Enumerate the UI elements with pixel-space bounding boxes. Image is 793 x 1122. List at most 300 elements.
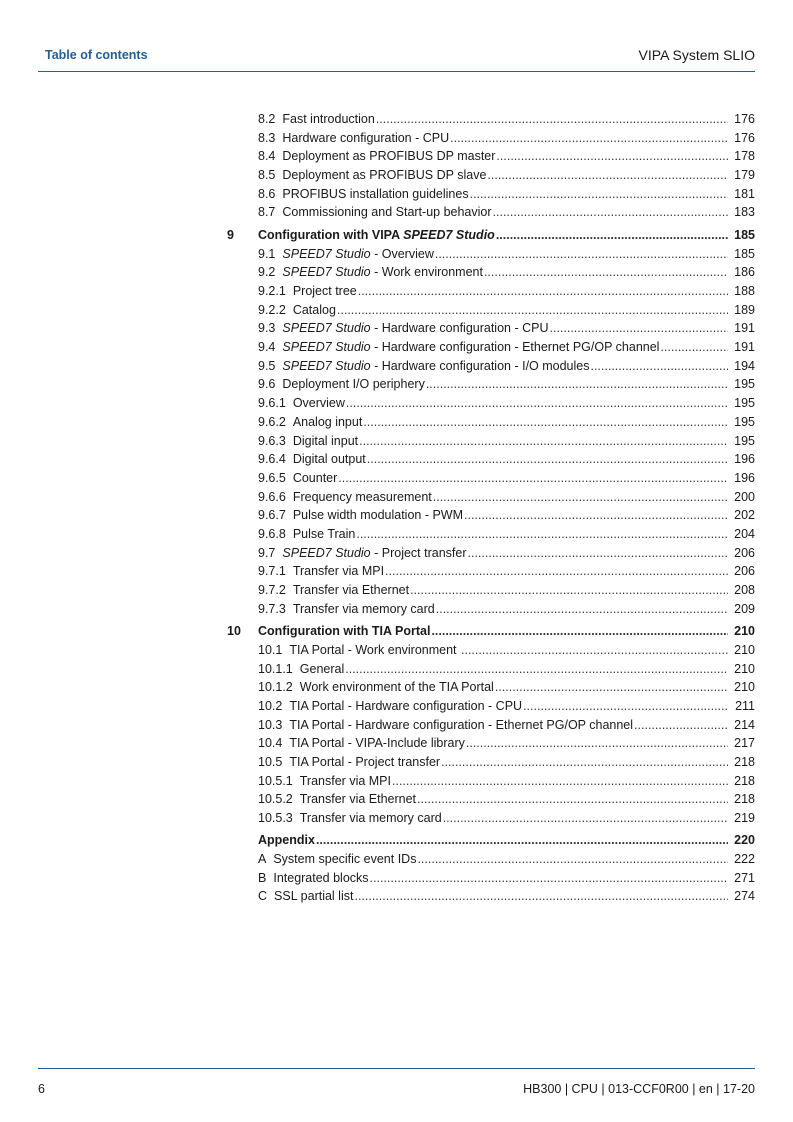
toc-entry[interactable]	[0, 734, 793, 753]
toc-page-number: 219	[734, 811, 755, 826]
toc-entry-title	[293, 301, 336, 320]
toc-dot-leader	[496, 226, 728, 245]
toc-entry-title	[282, 203, 491, 222]
toc-section-number: 10.5.2	[258, 792, 293, 807]
toc-entry[interactable]	[0, 469, 793, 488]
toc-page-number: 195	[734, 433, 755, 448]
toc-entry-line	[258, 432, 755, 451]
toc-entry-title	[282, 544, 466, 563]
toc-entry-title	[289, 753, 440, 772]
toc-section-number: 8.7	[258, 205, 276, 220]
toc-entry-line	[258, 338, 755, 357]
toc-entry-line	[258, 716, 755, 735]
toc-entry-title	[293, 600, 435, 619]
toc-entry[interactable]	[0, 697, 793, 716]
toc-section-number: 9.6.7	[258, 508, 286, 523]
toc-dot-leader	[436, 600, 728, 619]
footer-divider	[38, 1068, 755, 1069]
header-divider	[38, 71, 755, 72]
toc-entry[interactable]	[0, 790, 793, 809]
toc-page-number: 196	[734, 470, 755, 485]
toc-entry[interactable]	[0, 338, 793, 357]
toc-title-text: General	[299, 661, 345, 676]
toc-entry-title	[282, 375, 424, 394]
toc-page-number: 210	[734, 661, 755, 676]
toc-entry-line	[258, 488, 755, 507]
toc-page-number: 220	[734, 833, 755, 848]
toc-entry-line	[258, 282, 755, 301]
toc-dot-leader	[410, 581, 728, 600]
toc-section-number: 9.6.2	[258, 414, 286, 429]
toc-entry[interactable]	[0, 525, 793, 544]
toc-section-number: B	[258, 870, 267, 885]
toc-title-text: SSL partial list	[274, 889, 354, 904]
toc-page-number: 191	[734, 321, 755, 336]
toc-title-text: Fast introduction	[282, 112, 375, 126]
toc-section-number: 8.4	[258, 149, 276, 164]
toc-page-number: 185	[734, 246, 755, 261]
toc-entry-line	[258, 641, 755, 660]
toc-title-text: Digital input	[292, 433, 359, 448]
toc-entry-title	[289, 641, 460, 660]
toc-entry-line	[258, 734, 755, 753]
toc-entry-title	[258, 622, 430, 641]
toc-title-text: - Overview	[370, 246, 434, 261]
toc-entry-title	[289, 716, 633, 735]
toc-entry-line	[258, 869, 755, 888]
toc-page-number: 222	[734, 851, 755, 866]
toc-entry-line	[258, 506, 755, 525]
toc-title-text: Integrated blocks	[273, 870, 369, 885]
toc-title-text: System specific event IDs	[273, 851, 417, 866]
toc-entry-line	[258, 185, 755, 204]
toc-entry-title	[282, 166, 486, 185]
toc-entry-line	[258, 469, 755, 488]
footer-document-id: HB300 | CPU | 013-CCF0R00 | en | 17-20	[523, 1082, 755, 1096]
toc-entry[interactable]	[0, 887, 793, 906]
toc-entry-line	[258, 375, 755, 394]
toc-dot-leader	[376, 110, 728, 129]
toc-entry-line	[258, 850, 755, 869]
toc-entry[interactable]	[0, 357, 793, 376]
toc-entry-line	[258, 301, 755, 320]
toc-title-italic: SPEED7 Studio	[282, 545, 371, 560]
toc-page-number: 176	[734, 112, 755, 126]
toc-page-number: 210	[734, 642, 755, 657]
toc-entry-title	[300, 678, 494, 697]
toc-entry[interactable]	[0, 831, 793, 850]
toc-entry[interactable]	[0, 432, 793, 451]
toc-dot-leader	[495, 678, 728, 697]
toc-section-number: A	[258, 851, 267, 866]
toc-dot-leader	[358, 282, 728, 301]
toc-entry-title	[282, 263, 483, 282]
toc-entry[interactable]	[0, 375, 793, 394]
toc-entry[interactable]	[0, 581, 793, 600]
toc-entry-line	[258, 544, 755, 563]
toc-title-text: Counter	[292, 470, 338, 485]
toc-entry[interactable]	[0, 147, 793, 166]
toc-dot-leader	[590, 357, 728, 376]
toc-title-text: Transfer via MPI	[299, 773, 391, 788]
toc-entry-title	[282, 147, 495, 166]
toc-section-number: 9.7.1	[258, 564, 286, 579]
toc-entry[interactable]	[0, 641, 793, 660]
toc-section-number: 9.1	[258, 246, 276, 261]
toc-section-number: 8.2	[258, 112, 276, 126]
toc-entry-line	[258, 831, 755, 850]
toc-section-number: 9.3	[258, 321, 276, 336]
toc-entry-line	[258, 697, 755, 716]
toc-dot-leader	[634, 716, 728, 735]
toc-page-number: 195	[734, 377, 755, 392]
toc-entry-title	[274, 887, 353, 906]
toc-section-number: 9.2	[258, 265, 276, 280]
toc-title-italic: SPEED7 Studio	[403, 227, 495, 242]
toc-entry-line	[258, 600, 755, 619]
toc-title-text: Transfer via Ethernet	[292, 583, 410, 597]
toc-entry-line	[258, 525, 755, 544]
toc-page-number: 209	[734, 601, 755, 616]
toc-entry-line	[258, 394, 755, 413]
toc-section-number: 10.5.3	[258, 811, 293, 826]
toc-dot-leader	[484, 263, 728, 282]
toc-entry-line	[258, 887, 755, 906]
toc-title-text: TIA Portal - Project transfer	[289, 755, 441, 769]
toc-title-text: Catalog	[292, 302, 336, 317]
toc-entry[interactable]	[0, 600, 793, 619]
toc-dot-leader	[338, 469, 728, 488]
toc-entry[interactable]	[0, 753, 793, 772]
toc-page-number: 204	[734, 526, 755, 541]
toc-entry-line	[258, 678, 755, 697]
toc-entry-line	[258, 622, 755, 641]
toc-page-number: 185	[734, 227, 755, 242]
toc-entry-line	[258, 660, 755, 679]
toc-title-text: Deployment I/O periphery	[282, 377, 425, 392]
toc-page-number: 189	[734, 302, 755, 317]
toc-page-number: 206	[734, 545, 755, 560]
toc-entry[interactable]	[0, 562, 793, 581]
toc-page-number: 181	[734, 186, 755, 201]
toc-title-text: Transfer via memory card	[299, 811, 442, 826]
toc-title-italic: SPEED7 Studio	[282, 321, 371, 336]
toc-entry-title	[273, 869, 368, 888]
toc-page-number: 195	[734, 414, 755, 429]
toc-section-number: 9.2.2	[258, 302, 286, 317]
toc-page-number: 176	[734, 130, 755, 145]
toc-entry[interactable]	[0, 301, 793, 320]
toc-dot-leader	[443, 809, 728, 828]
toc-page-number: 195	[734, 396, 755, 411]
toc-section-number: 10.1.2	[258, 680, 293, 695]
toc-title-text: Work environment of the TIA Portal	[299, 680, 494, 695]
toc-entry[interactable]	[0, 203, 793, 222]
toc-page-number: 191	[734, 340, 755, 355]
toc-entry[interactable]	[0, 660, 793, 679]
toc-section-number: 8.3	[258, 130, 276, 145]
toc-page-number: 218	[734, 773, 755, 788]
toc-entry[interactable]	[0, 185, 793, 204]
toc-page-number: 183	[734, 205, 755, 220]
toc-entry[interactable]	[0, 110, 793, 129]
toc-dot-leader	[337, 301, 728, 320]
toc-page-number: 218	[734, 755, 755, 769]
toc-entry[interactable]	[0, 678, 793, 697]
toc-entry-title	[293, 469, 337, 488]
toc-dot-leader	[363, 413, 728, 432]
toc-page-number: 196	[734, 452, 755, 467]
toc-entry[interactable]	[0, 450, 793, 469]
toc-dot-leader	[417, 850, 728, 869]
toc-title-text: Overview	[292, 396, 345, 411]
toc-title-text: Configuration with TIA Portal	[258, 623, 431, 638]
toc-entry-title	[293, 488, 432, 507]
toc-chapter-number: 10	[227, 623, 241, 638]
toc-section-number: 10.5.1	[258, 773, 293, 788]
toc-dot-leader	[433, 488, 728, 507]
toc-dot-leader	[345, 660, 728, 679]
toc-entry-line	[258, 319, 755, 338]
toc-dot-leader	[346, 394, 728, 413]
toc-dot-leader	[367, 450, 728, 469]
toc-entry-title	[293, 450, 366, 469]
toc-title-text: Pulse width modulation - PWM	[292, 508, 464, 523]
toc-title-italic: SPEED7 Studio	[282, 265, 371, 280]
toc-entry[interactable]	[0, 413, 793, 432]
toc-dot-leader	[466, 734, 728, 753]
toc-page-number: 274	[734, 889, 755, 904]
toc-entry[interactable]	[0, 394, 793, 413]
toc-page-number: 179	[734, 168, 755, 183]
toc-title-text: Analog input	[292, 414, 363, 429]
toc-entry-title	[293, 394, 345, 413]
toc-section-number: 9.6.4	[258, 452, 286, 467]
toc-entry-line	[258, 226, 755, 245]
toc-page-number: 210	[734, 623, 755, 638]
toc-section-number: 10.2	[258, 698, 283, 713]
toc-entry-line	[258, 790, 755, 809]
toc-entry-title	[282, 357, 589, 376]
header-document-title: VIPA System SLIO	[638, 47, 755, 63]
toc-section-number: 10.1.1	[258, 661, 293, 676]
toc-entry[interactable]	[0, 809, 793, 828]
toc-dot-leader	[392, 772, 728, 791]
toc-page-number: 178	[734, 149, 755, 164]
toc-dot-leader	[470, 185, 729, 204]
toc-page-number: 210	[734, 680, 755, 695]
toc-page-number: 194	[734, 358, 755, 373]
toc-title-text: - Hardware configuration - Ethernet PG/OP channel	[370, 340, 660, 355]
toc-entry-title	[282, 185, 468, 204]
toc-page-number: 188	[734, 284, 755, 298]
toc-section-number: 9.6.3	[258, 433, 286, 448]
toc-section-number: C	[258, 889, 268, 904]
toc-section-number: 9.6.6	[258, 489, 286, 504]
toc-page-number: 271	[734, 870, 755, 885]
toc-entry[interactable]	[0, 129, 793, 148]
toc-title-italic: SPEED7 Studio	[282, 340, 371, 355]
toc-title-text: Deployment as PROFIBUS DP slave	[282, 168, 487, 183]
toc-title-text: TIA Portal - Hardware configuration - Ethernet PG/OP channel	[289, 717, 634, 732]
toc-entry-title	[273, 850, 416, 869]
toc-dot-leader	[370, 869, 729, 888]
toc-entry[interactable]	[0, 772, 793, 791]
toc-entry[interactable]	[0, 319, 793, 338]
toc-dot-leader	[464, 506, 728, 525]
toc-entry-title	[258, 226, 495, 245]
toc-entry[interactable]	[0, 282, 793, 301]
toc-entry-line	[258, 129, 755, 148]
toc-section-number: 8.6	[258, 186, 276, 201]
toc-title-text: Digital output	[292, 452, 366, 467]
toc-section-number: 10.4	[258, 736, 283, 751]
toc-entry[interactable]	[0, 166, 793, 185]
toc-entry-title	[258, 831, 315, 850]
toc-title-text: - Work environment	[370, 265, 483, 280]
toc-dot-leader	[435, 245, 728, 264]
toc-title-text: TIA Portal - VIPA-Include library	[289, 736, 465, 751]
toc-entry-line	[258, 753, 755, 772]
toc-entry-line	[258, 203, 755, 222]
toc-dot-leader	[417, 790, 728, 809]
toc-entry-title	[282, 110, 374, 129]
toc-chapter-entry[interactable]	[0, 226, 793, 245]
toc-entry-line	[258, 581, 755, 600]
toc-title-text: PROFIBUS installation guidelines	[282, 186, 469, 201]
toc-title-italic: SPEED7 Studio	[282, 246, 371, 261]
toc-entry-line	[258, 263, 755, 282]
toc-dot-leader	[441, 753, 728, 772]
toc-section-number: 9.6	[258, 377, 276, 392]
toc-title-text: Project tree	[292, 284, 357, 298]
toc-title-text: - Hardware configuration - I/O modules	[370, 358, 590, 373]
toc-entry-title	[293, 432, 358, 451]
toc-entry[interactable]	[0, 506, 793, 525]
toc-entry-title	[293, 413, 363, 432]
toc-page-number: 217	[734, 736, 755, 751]
toc-entry[interactable]	[0, 488, 793, 507]
toc-entry-title	[293, 506, 463, 525]
toc-title-text: Pulse Train	[292, 526, 356, 541]
toc-title-text: Transfer via MPI	[292, 564, 385, 579]
toc-section-number: 9.5	[258, 358, 276, 373]
toc-dot-leader	[487, 166, 728, 185]
toc-title-text: Hardware configuration - CPU	[282, 130, 450, 145]
toc-section-number: 9.7.2	[258, 583, 286, 597]
toc-entry-title	[282, 245, 433, 264]
toc-chapter-entry[interactable]	[0, 622, 793, 641]
toc-entry[interactable]	[0, 263, 793, 282]
header-section-title: Table of contents	[45, 48, 148, 62]
toc-dot-leader	[493, 203, 729, 222]
toc-title-text: Transfer via memory card	[292, 601, 435, 616]
toc-title-text: Deployment as PROFIBUS DP master	[282, 149, 496, 164]
toc-section-number: 9.7.3	[258, 601, 286, 616]
toc-entry-title	[289, 734, 465, 753]
toc-dot-leader	[450, 129, 728, 148]
toc-title-text: Appendix	[258, 833, 315, 848]
toc-dot-leader	[426, 375, 728, 394]
toc-page-number: 211	[735, 698, 755, 713]
toc-entry[interactable]	[0, 245, 793, 264]
toc-entry-title	[300, 809, 442, 828]
toc-dot-leader	[496, 147, 728, 166]
toc-dot-leader	[356, 525, 728, 544]
toc-entry-line	[258, 110, 755, 129]
toc-entry[interactable]	[0, 716, 793, 735]
toc-entry-title	[300, 660, 344, 679]
toc-dot-leader	[523, 697, 729, 716]
toc-entry[interactable]	[0, 544, 793, 563]
toc-section-number: 9.6.1	[258, 396, 286, 411]
toc-title-text: Configuration with VIPA	[258, 227, 404, 242]
toc-entry-line	[258, 166, 755, 185]
toc-entry-line	[258, 357, 755, 376]
toc-chapter-number: 9	[227, 227, 234, 242]
toc-section-number: 10.5	[258, 755, 283, 769]
toc-page-number: 202	[734, 508, 755, 523]
footer-page-number: 6	[38, 1082, 45, 1096]
toc-title-text: Transfer via Ethernet	[299, 792, 417, 807]
toc-title-text: TIA Portal - Hardware configuration - CPU	[289, 698, 523, 713]
toc-entry-title	[282, 129, 449, 148]
toc-page-number: 208	[734, 583, 755, 597]
toc-entry-title	[300, 772, 391, 791]
toc-dot-leader	[468, 544, 729, 563]
toc-title-text: Frequency measurement	[292, 489, 432, 504]
toc-section-number: 9.6.5	[258, 470, 286, 485]
toc-dot-leader	[354, 887, 728, 906]
toc-title-italic: SPEED7 Studio	[282, 358, 371, 373]
toc-title-text: TIA Portal - Work environment	[289, 642, 461, 657]
toc-dot-leader	[359, 432, 728, 451]
table-of-contents	[0, 110, 793, 906]
toc-section-number: 8.5	[258, 168, 276, 183]
toc-entry-title	[282, 319, 548, 338]
toc-section-number: 10.1	[258, 642, 283, 657]
toc-entry-line	[258, 772, 755, 791]
toc-entry-title	[282, 338, 659, 357]
toc-section-number: 9.4	[258, 340, 276, 355]
toc-dot-leader	[431, 622, 728, 641]
toc-section-number: 9.7	[258, 545, 276, 560]
toc-section-number: 9.2.1	[258, 284, 286, 298]
toc-entry[interactable]	[0, 869, 793, 888]
toc-entry[interactable]	[0, 850, 793, 869]
toc-entry-title	[300, 790, 416, 809]
toc-page-number: 218	[734, 792, 755, 807]
toc-entry-line	[258, 809, 755, 828]
toc-entry-line	[258, 147, 755, 166]
toc-entry-line	[258, 450, 755, 469]
toc-entry-line	[258, 413, 755, 432]
toc-section-number: 9.6.8	[258, 526, 286, 541]
toc-entry-line	[258, 245, 755, 264]
toc-dot-leader	[461, 641, 728, 660]
toc-entry-title	[293, 282, 357, 301]
toc-title-text: - Hardware configuration - CPU	[370, 321, 549, 336]
toc-dot-leader	[550, 319, 729, 338]
toc-page-number: 200	[734, 489, 755, 504]
toc-page-number: 186	[734, 265, 755, 280]
toc-title-text: Commissioning and Start-up behavior	[282, 205, 492, 220]
toc-page-number: 214	[734, 717, 755, 732]
toc-entry-line	[258, 562, 755, 581]
toc-entry-title	[293, 581, 409, 600]
toc-dot-leader	[660, 338, 728, 357]
toc-dot-leader	[316, 831, 728, 850]
